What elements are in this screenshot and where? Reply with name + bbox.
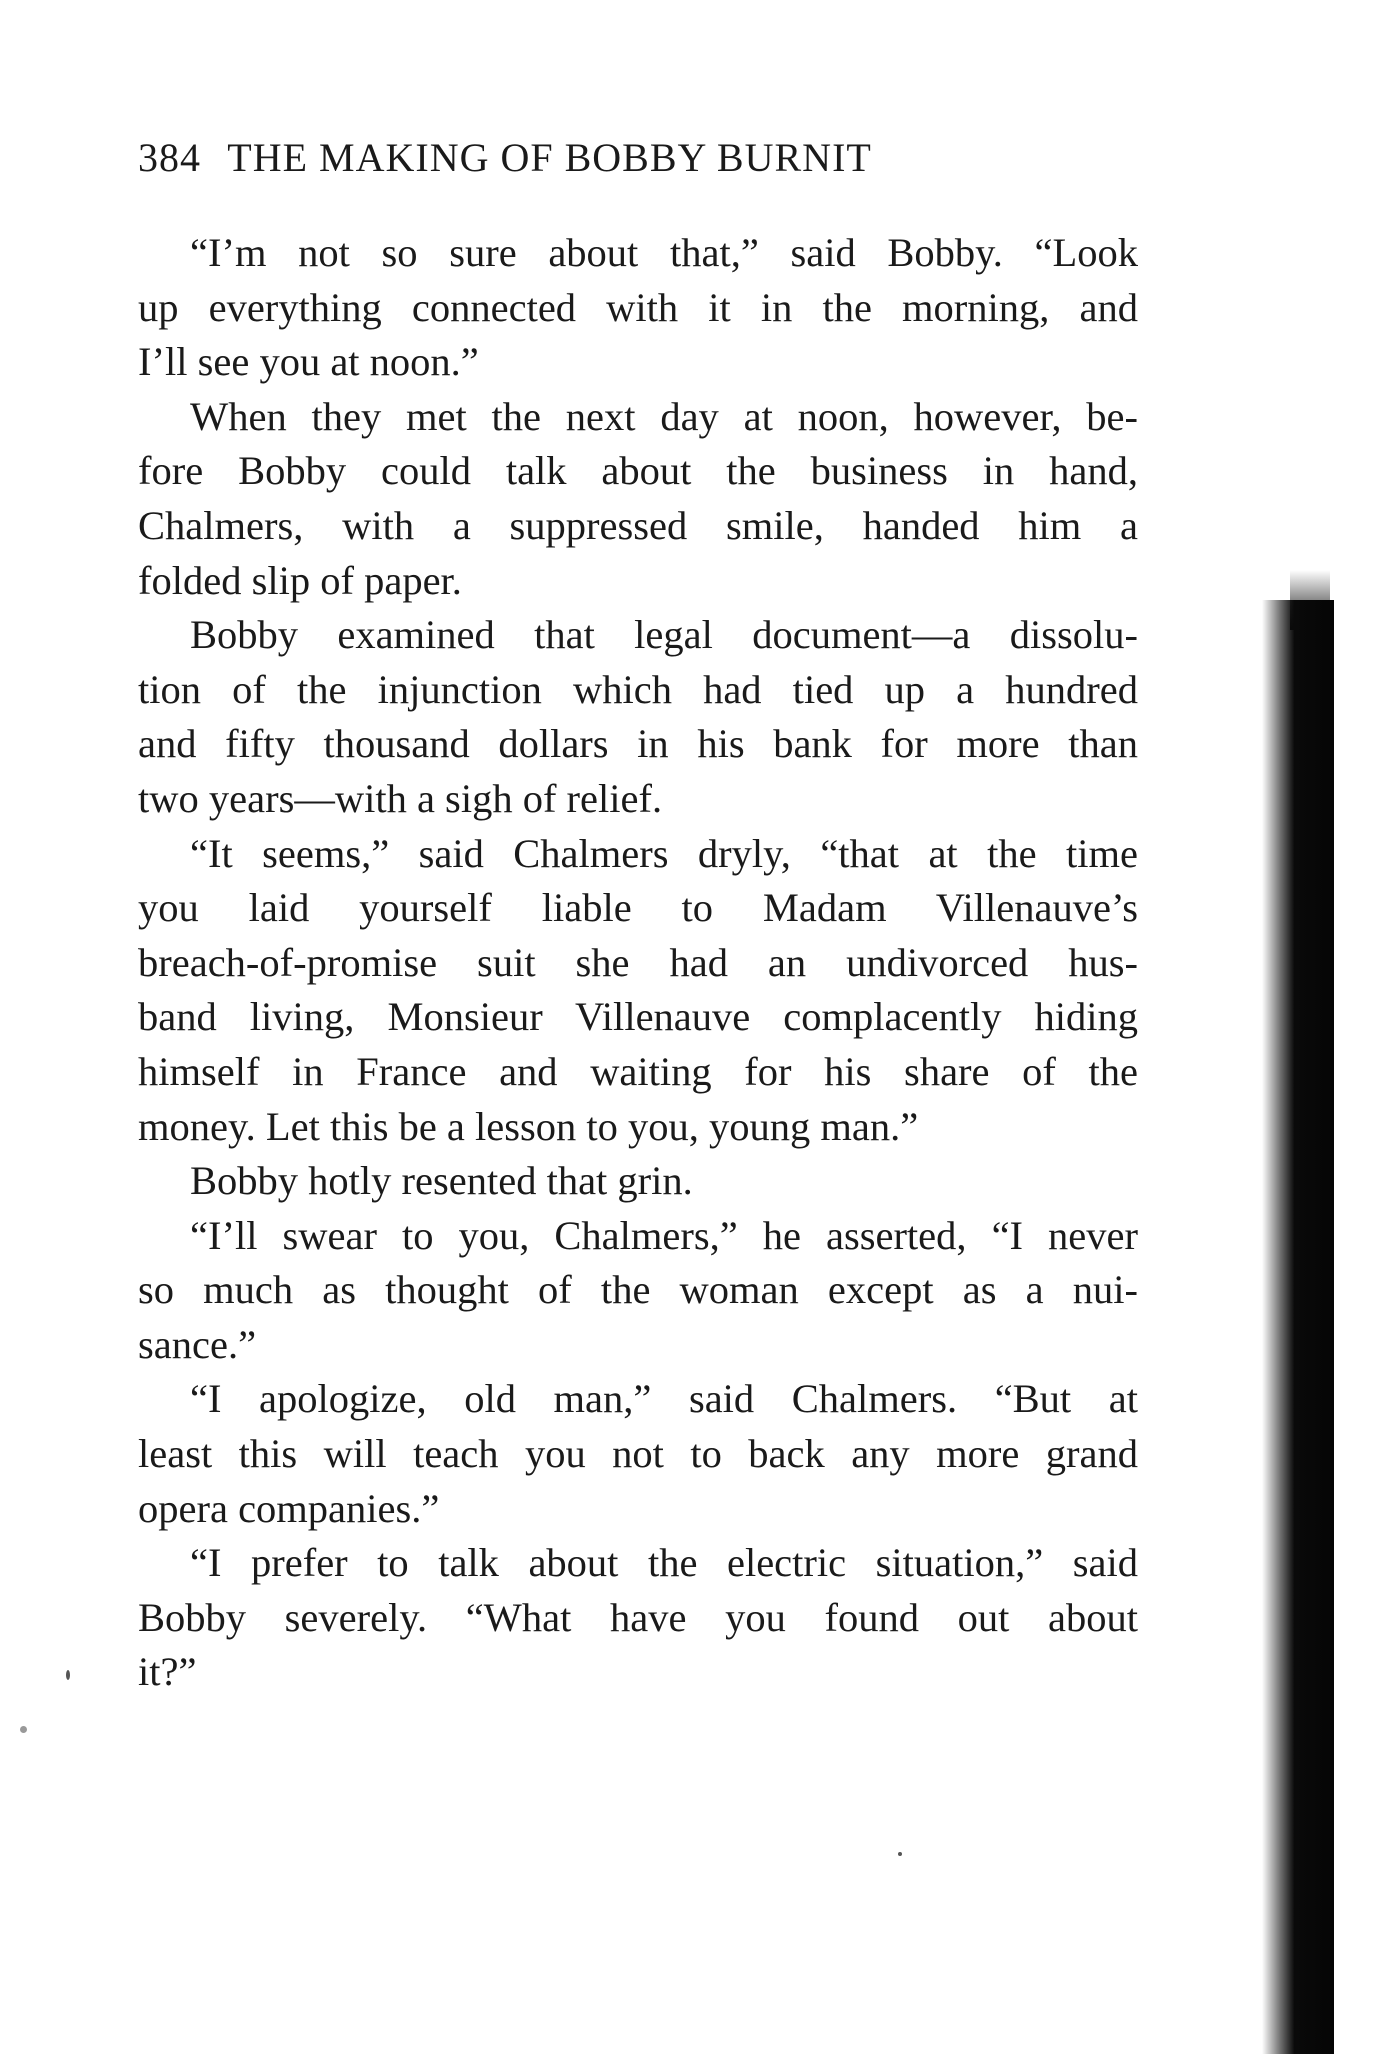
paragraph: [138, 390, 1138, 608]
paragraph: [138, 608, 1138, 826]
running-title: THE MAKING OF BOBBY BURNIT: [227, 135, 872, 180]
text-line: two years—with a sigh of relief.: [138, 775, 663, 821]
text-line: Bobby severely. “What have you found out about: [138, 1594, 1138, 1640]
text-line: you laid yourself liable to Madam Villenauve’s: [138, 885, 1138, 931]
scan-speck: [20, 1726, 27, 1733]
text-line: band living, Monsieur Villenauve complacently hiding: [138, 994, 1138, 1040]
paragraph: [138, 827, 1138, 1155]
text-line: money. Let this be a lesson to you, young man.”: [138, 1103, 919, 1149]
text-line: When they met the next day at noon, however, be-: [190, 393, 1138, 439]
text-line: sance.”: [138, 1321, 257, 1367]
paragraph: [138, 226, 1138, 390]
text-line: I’ll see you at noon.”: [138, 339, 479, 385]
text-line: Bobby hotly resented that grin.: [190, 1158, 693, 1204]
paragraph: [138, 1209, 1138, 1373]
text-line: fore Bobby could talk about the business in hand,: [138, 448, 1138, 494]
text-line: least this will teach you not to back any more grand: [138, 1431, 1138, 1477]
text-line: up everything connected with it in the morning, and: [138, 284, 1138, 330]
text-line: “I apologize, old man,” said Chalmers. “But at: [190, 1376, 1138, 1422]
text-line: Bobby examined that legal document—a dissolu-: [190, 612, 1138, 658]
scan-edge-shadow: [1262, 600, 1334, 2054]
paragraph: [138, 1536, 1138, 1700]
text-line: it?”: [138, 1649, 197, 1695]
text-line: himself in France and waiting for his share of the: [138, 1048, 1138, 1094]
body-text: [138, 226, 1138, 1700]
text-line: “It seems,” said Chalmers dryly, “that at the time: [190, 830, 1138, 876]
paragraph: [138, 1372, 1138, 1536]
page-number: 384: [138, 135, 201, 180]
paragraph: [138, 1154, 1138, 1209]
text-line: “I’m not so sure about that,” said Bobby. “Look: [190, 230, 1138, 275]
text-line: so much as thought of the woman except as a nui-: [138, 1267, 1138, 1313]
text-line: tion of the injunction which had tied up a hundred: [138, 666, 1138, 712]
text-line: “I prefer to talk about the electric situation,” said: [190, 1540, 1138, 1586]
text-line: Chalmers, with a suppressed smile, handed him a: [138, 502, 1138, 548]
text-line: breach-of-promise suit she had an undivorced hus-: [138, 939, 1138, 985]
scan-speck: [898, 1852, 902, 1856]
text-line: “I’ll swear to you, Chalmers,” he asserted, “I never: [190, 1212, 1138, 1258]
scan-speck: [66, 1670, 70, 1680]
page-header: [138, 134, 1148, 194]
text-line: folded slip of paper.: [138, 557, 462, 603]
text-line: and fifty thousand dollars in his bank for more than: [138, 721, 1138, 767]
text-line: opera companies.”: [138, 1485, 440, 1531]
